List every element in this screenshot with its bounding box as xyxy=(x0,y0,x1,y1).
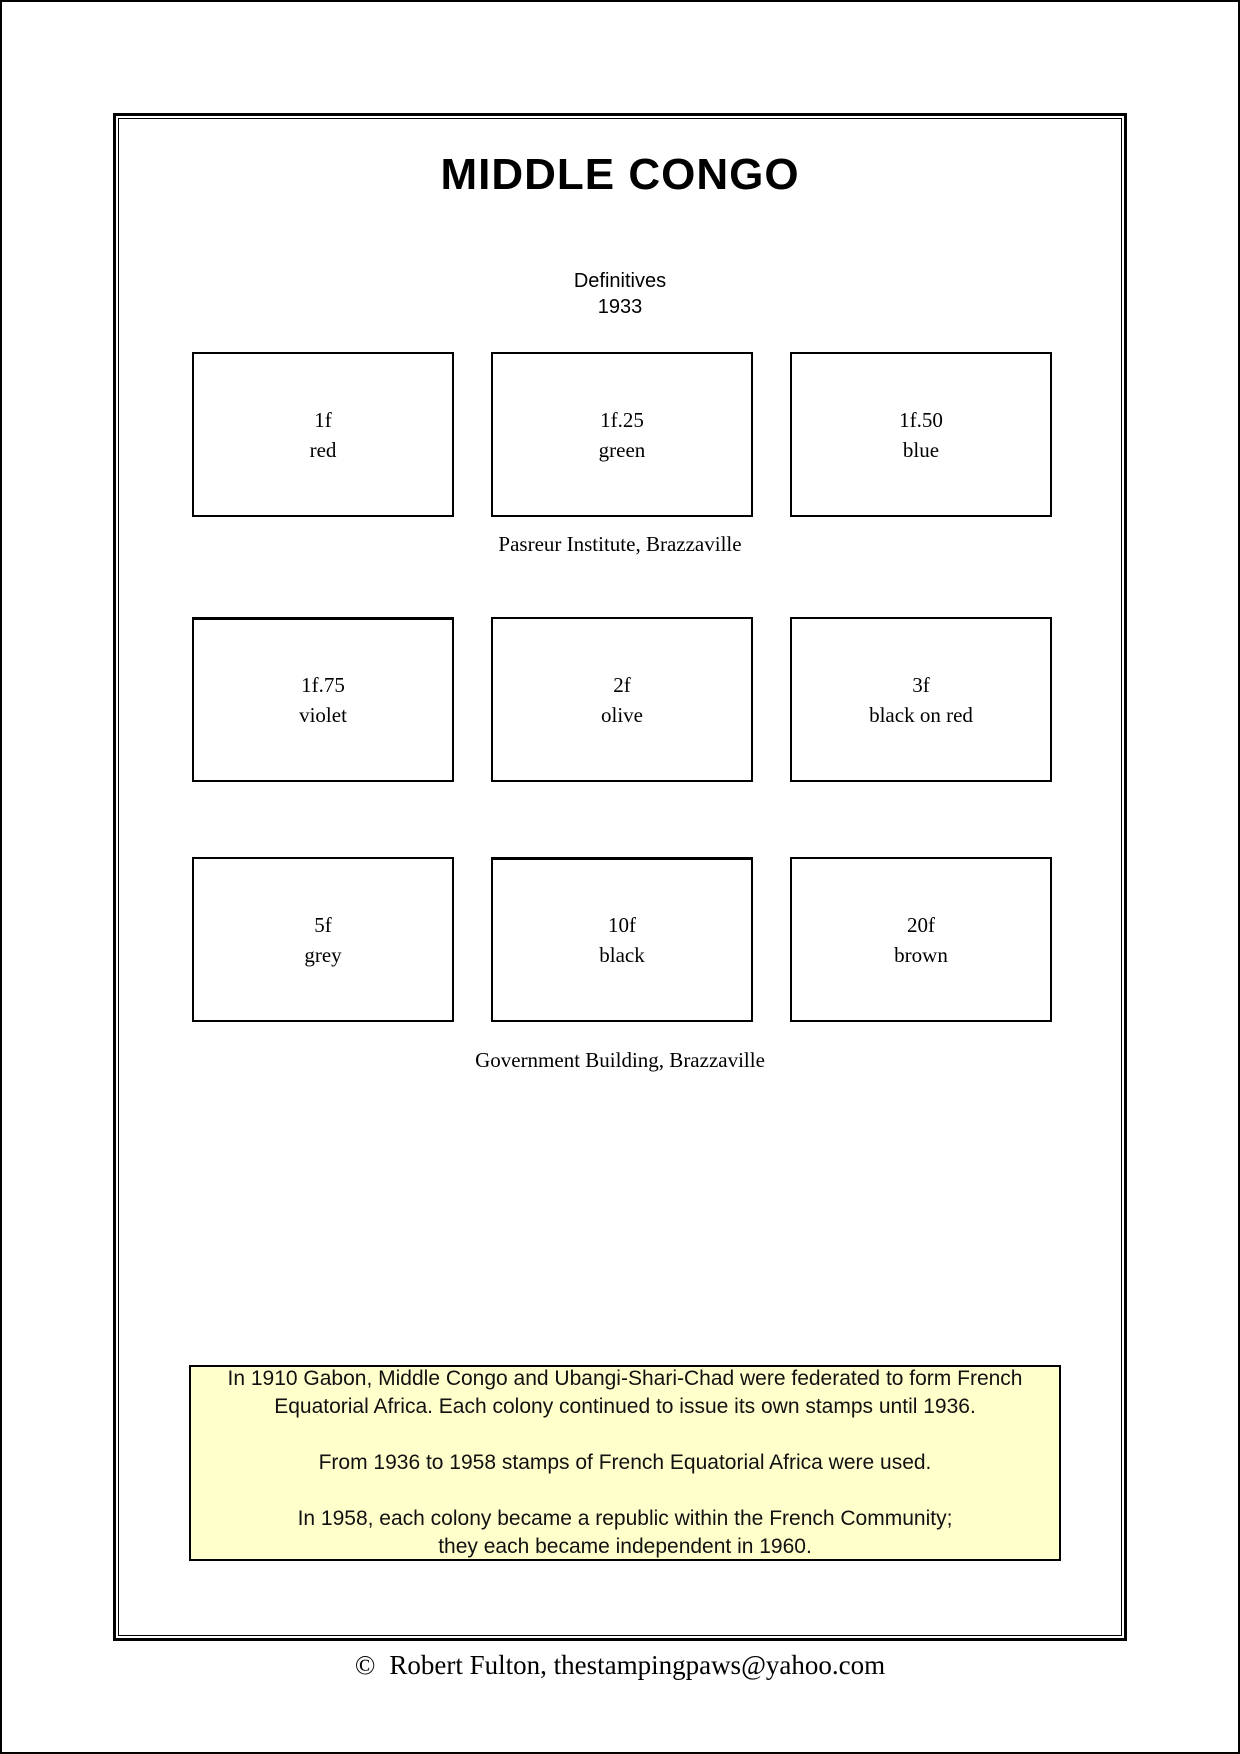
stamp-color: red xyxy=(309,437,337,462)
copyright-text: Robert Fulton, thestampingpaws@yahoo.com xyxy=(389,1650,886,1680)
subtitle-year: 1933 xyxy=(597,296,643,318)
stamp-value: 5f xyxy=(314,912,332,937)
stamp-value: 1f.25 xyxy=(600,407,644,432)
stamp-box-20f xyxy=(790,857,1052,1022)
section-subtitle xyxy=(2,268,1238,320)
stamp-color: brown xyxy=(894,942,948,967)
stamp-color: green xyxy=(598,437,646,462)
stamp-value: 1f.50 xyxy=(899,407,943,432)
stamp-value: 10f xyxy=(608,913,636,937)
stamp-value: 20f xyxy=(907,912,935,937)
note-line: In 1958, each colony became a republic within the French Community; xyxy=(297,1507,953,1530)
page-title: MIDDLE CONGO xyxy=(440,150,800,199)
stamp-box-1f xyxy=(192,352,454,517)
history-note-box xyxy=(189,1365,1061,1561)
stamp-value: 2f xyxy=(613,672,631,697)
caption-pasreur-institute: Pasreur Institute, Brazzaville xyxy=(498,532,742,556)
stamp-box-10f xyxy=(491,857,753,1022)
note-line: From 1936 to 1958 stamps of French Equatorial Africa were used. xyxy=(318,1451,932,1474)
stamp-value: 1f xyxy=(314,407,332,432)
stamp-box-1f50 xyxy=(790,352,1052,517)
stamp-box-1f25 xyxy=(491,352,753,517)
stamp-color: black on red xyxy=(869,702,973,727)
stamp-box-2f xyxy=(491,617,753,782)
stamp-box-5f xyxy=(192,857,454,1022)
stamp-box-1f75 xyxy=(192,617,454,782)
stamp-box-3f xyxy=(790,617,1052,782)
note-line-spacer xyxy=(191,1421,1059,1449)
stamp-color: violet xyxy=(299,703,347,727)
note-line: In 1910 Gabon, Middle Congo and Ubangi-Shari-Chad were federated to form French xyxy=(227,1367,1023,1390)
stamp-color: grey xyxy=(304,942,342,967)
stamp-value: 3f xyxy=(912,672,930,697)
stamp-color: olive xyxy=(601,702,643,727)
subtitle-definitives: Definitives xyxy=(573,270,667,292)
note-line: they each became independent in 1960. xyxy=(438,1535,812,1558)
stamp-color: black xyxy=(599,943,645,967)
footer-copyright xyxy=(2,1650,1238,1681)
stamp-color: blue xyxy=(902,437,940,462)
note-line-spacer xyxy=(191,1477,1059,1505)
stamp-value: 1f.75 xyxy=(301,673,345,697)
note-line: Equatorial Africa. Each colony continued to issue its own stamps until 1936. xyxy=(274,1395,976,1418)
caption-government-building: Government Building, Brazzaville xyxy=(475,1048,765,1072)
copyright-symbol: © xyxy=(354,1650,376,1680)
